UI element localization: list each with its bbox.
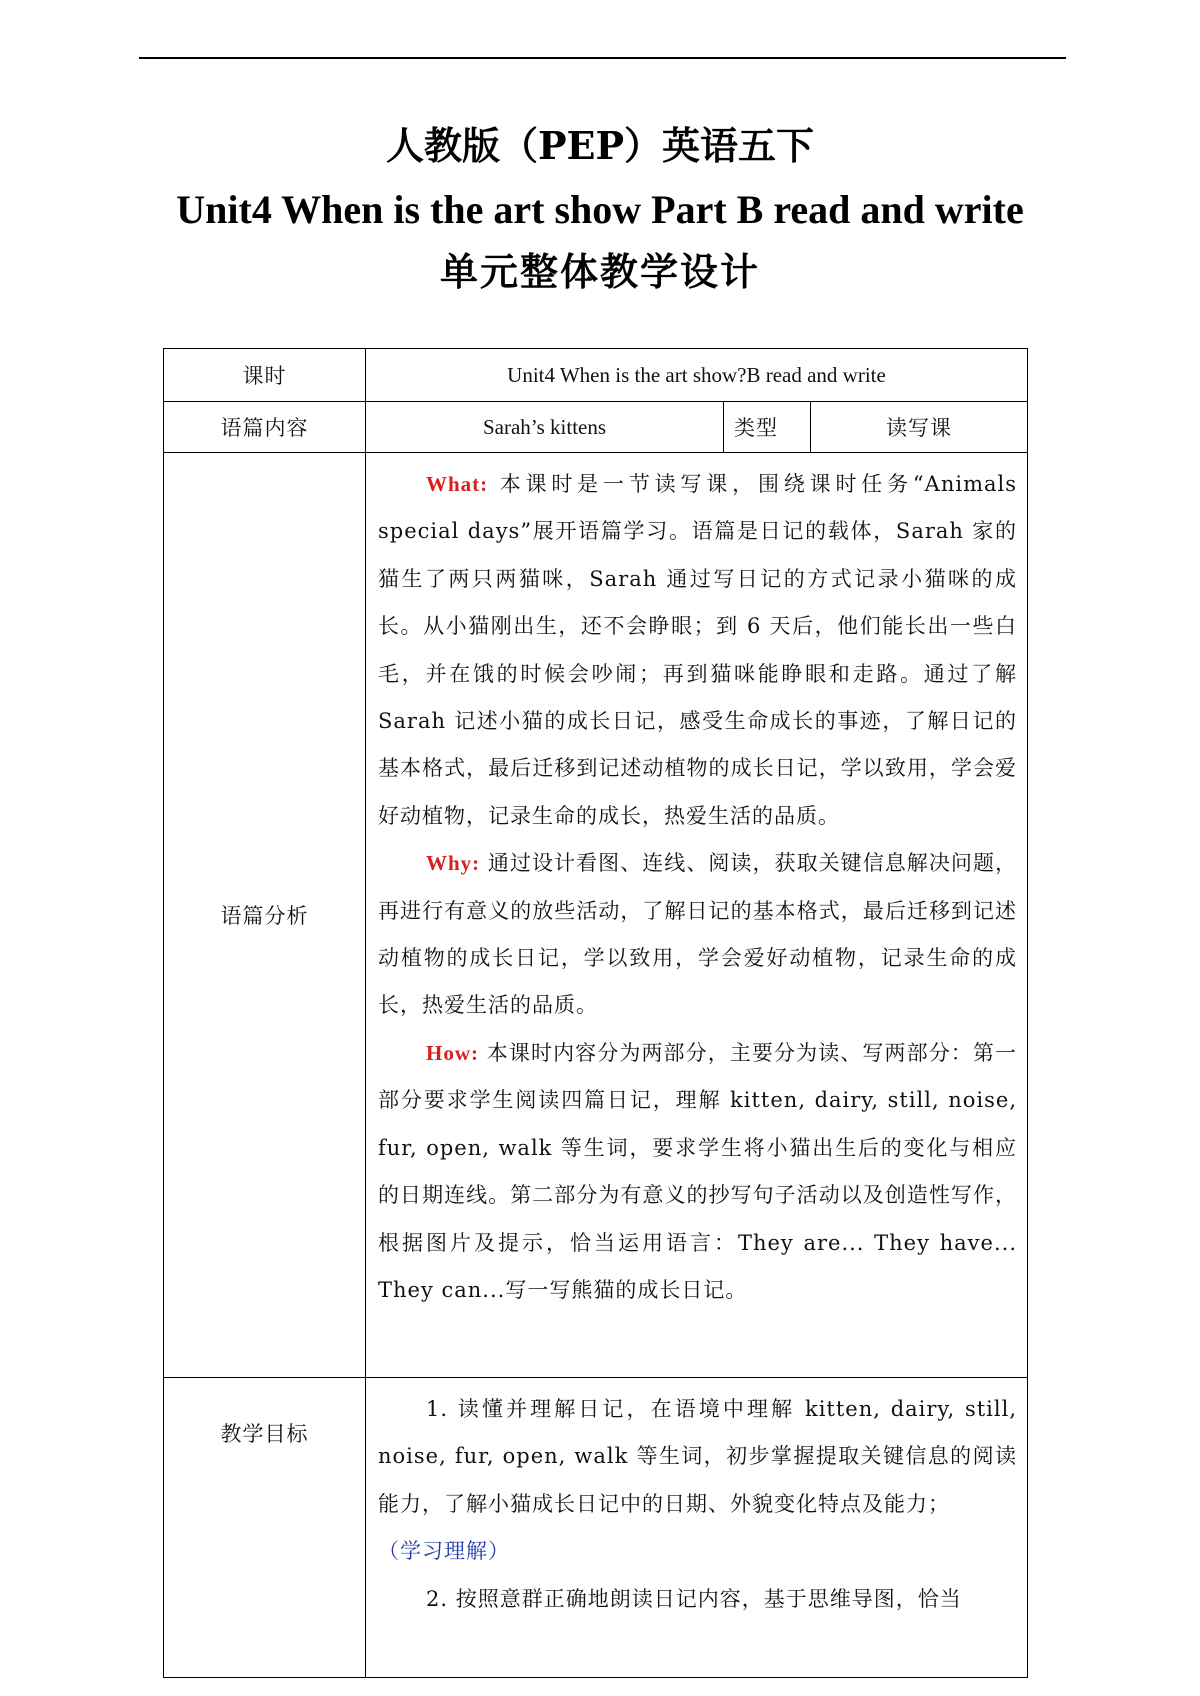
doc-title-line1: 人教版（PEP）英语五下	[385, 123, 815, 168]
how-keyword: How:	[426, 1040, 479, 1065]
lesson-label: 课时	[164, 349, 366, 402]
objective-item-2: 2. 按照意群正确地朗读日记内容，基于思维导图，恰当	[426, 1586, 962, 1611]
row-objectives	[164, 1378, 1028, 1678]
objective-item-1: 1. 读懂并理解日记，在语境中理解 kitten, dairy, still, noise, fur, open, walk 等生词，初步掌握提取关键信息的阅读能力，了解小猫成长日记中的日期、外貌变化特点及能力；	[378, 1397, 1017, 1516]
what-paragraph	[378, 461, 1017, 840]
what-keyword: What:	[426, 472, 489, 496]
why-paragraph	[378, 840, 1017, 1030]
row-analysis	[164, 453, 1028, 1378]
content-label: 语篇内容	[164, 402, 366, 453]
how-paragraph	[378, 1030, 1017, 1314]
row-lesson	[164, 349, 1028, 402]
lesson-value: Unit4 When is the art show?B read and write	[366, 349, 1028, 402]
doc-title-line3: 单元整体教学设计	[439, 249, 760, 294]
what-text: 本课时是一节读写课，围绕课时任务“Animals special days”展开语篇学习。语篇是日记的载体，Sarah 家的猫生了两只两猫咪，Sarah 通过写日记的方式记录小猫咪的成长。从小猫刚出生，还不会睁眼；到 6 天后，他们能长出一些白毛，并在饿的时候会吵闹；再到猫咪能睁眼和走路。通过了解 Sarah 记述小猫的成长日记，感受生命成长的事迹，了解日记的基本格式，最后迁移到记述动植物的成长日记，学以致用，学会爱好动植物，记录生命的成长，热爱生活的品质。	[378, 472, 1017, 828]
objectives-body	[366, 1378, 1028, 1678]
why-text: 通过设计看图、连线、阅读，获取关键信息解决问题，再进行有意义的放些活动，了解日记的基本格式，最后迁移到记述动植物的成长日记，学以致用，学会爱好动植物，记录生命的成长，热爱生活的品质。	[378, 851, 1017, 1018]
header-rule	[139, 57, 1066, 59]
lesson-plan-table	[163, 348, 1028, 1678]
content-value: Sarah’s kittens	[366, 402, 724, 453]
doc-title-line2: Unit4 When is the art show Part B read and write	[176, 187, 1024, 232]
row-content	[164, 402, 1028, 453]
objective-item-1-note: （学习理解）	[378, 1539, 510, 1564]
why-keyword: Why:	[426, 851, 481, 876]
type-label: 类型	[724, 402, 811, 453]
how-text: 本课时内容分为两部分，主要分为读、写两部分：第一部分要求学生阅读四篇日记，理解 kitten, dairy, still, noise, fur, open, walk 等生词，要求学生将小猫出生后的变化与相应的日期连线。第二部分为有意义的抄写句子活动以及创造性写作，根据图片及提示，恰当运用语言：They are... They have... They can...写一写熊猫的成长日记。	[378, 1040, 1017, 1302]
objectives-label: 教学目标	[164, 1378, 366, 1678]
analysis-body	[366, 453, 1028, 1378]
analysis-label: 语篇分析	[164, 453, 366, 1378]
type-value: 读写课	[811, 402, 1028, 453]
